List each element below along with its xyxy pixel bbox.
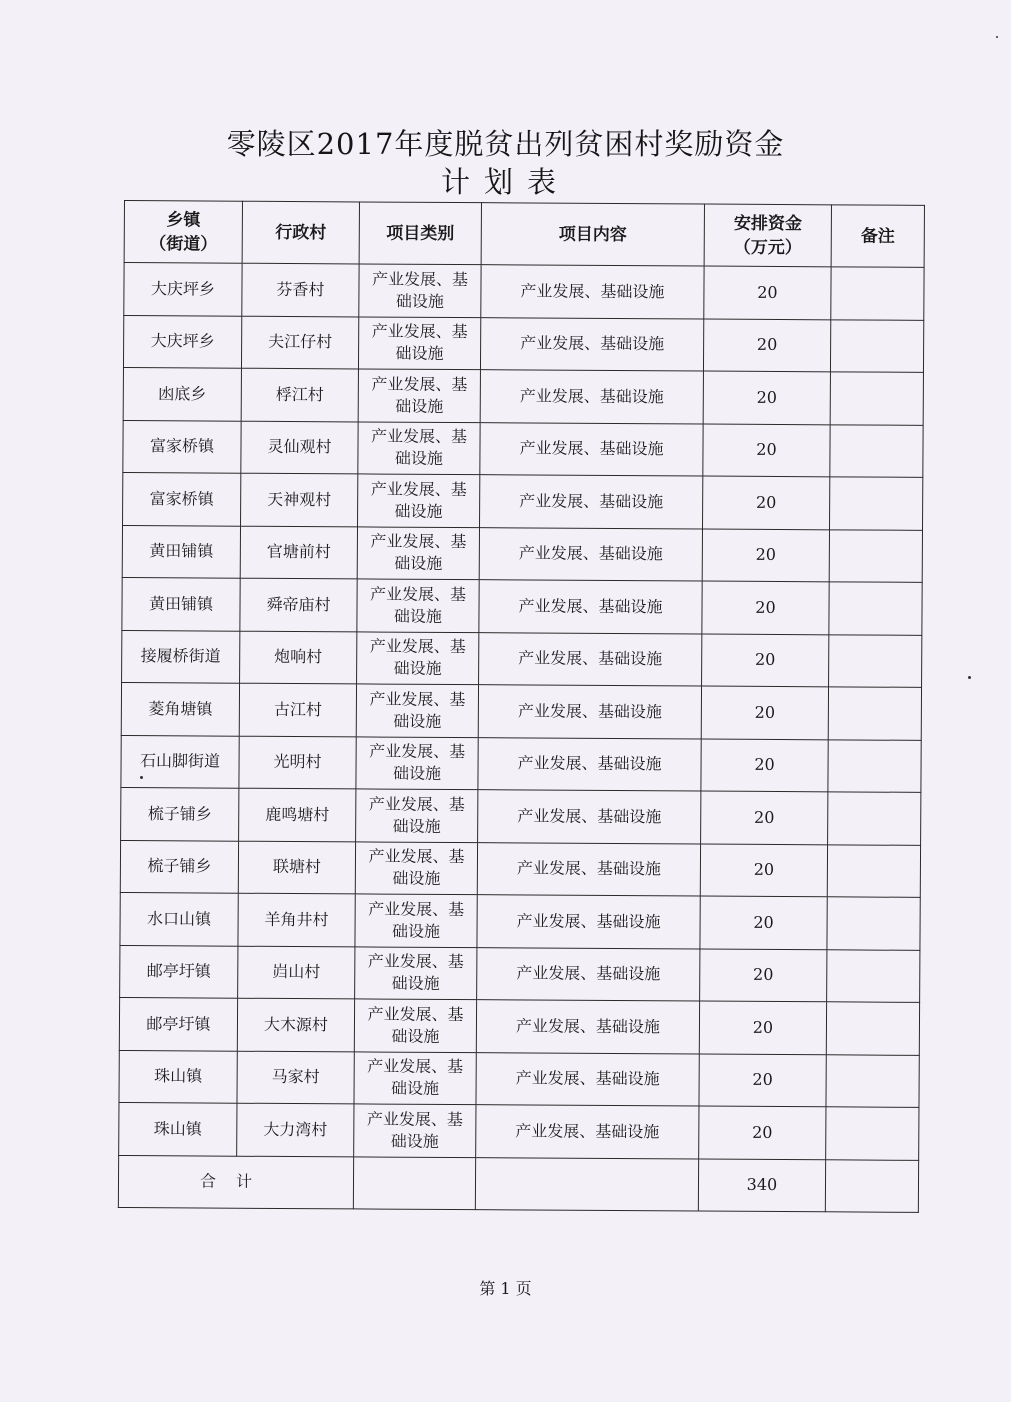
scan-speck [140,776,143,779]
cell-township: 大庆坪乡 [123,315,241,368]
cell-township: 珠山镇 [119,1102,237,1155]
table-row [120,892,920,949]
cell-township: 黄田铺镇 [122,525,240,578]
header-funds: 安排资金 （万元） [704,204,831,267]
cell-funds: 20 [699,1106,826,1159]
cell-content: 产业发展、基础设施 [478,685,701,739]
cell-category: 产业发展、基础设施 [358,421,480,474]
cell-funds: 20 [703,371,830,424]
cell-remarks [830,477,923,530]
cell-category: 产业发展、基础设施 [358,369,480,422]
cell-content: 产业发展、基础设施 [478,790,701,844]
cell-content: 产业发展、基础设施 [481,265,704,319]
cell-category: 产业发展、基础设施 [357,579,479,632]
cell-funds: 20 [700,844,827,897]
cell-village: 舜帝庙村 [240,578,357,631]
cell-category: 产业发展、基础设施 [358,474,480,527]
cell-funds: 20 [701,791,828,844]
total-label: 合计 [118,1155,353,1209]
header-category: 项目类别 [359,202,481,265]
title-line-2: 计划表 [440,165,570,199]
cell-funds: 20 [702,634,829,687]
cell-funds: 20 [704,266,831,319]
cell-category: 产业发展、基础设施 [356,684,478,737]
table-row [123,420,923,477]
cell-category: 产业发展、基础设施 [357,526,479,579]
table-row [123,315,923,372]
cell-village: 桴江村 [241,368,358,421]
cell-township: 大庆坪乡 [124,263,242,316]
cell-content: 产业发展、基础设施 [477,947,700,1001]
header-content: 项目内容 [481,203,704,266]
cell-remarks [826,1002,919,1055]
cell-funds: 20 [703,319,830,372]
cell-village: 灵仙观村 [241,421,358,474]
cell-funds: 20 [701,739,828,792]
cell-content: 产业发展、基础设施 [479,632,702,686]
total-remarks [825,1159,918,1212]
cell-village: 芬香村 [242,263,359,316]
cell-category: 产业发展、基础设施 [356,789,478,842]
table-row [122,630,922,687]
table-row [121,682,921,739]
cell-funds: 20 [702,581,829,634]
cell-village: 天神观村 [241,473,358,526]
cell-content: 产业发展、基础设施 [476,1105,699,1159]
cell-funds: 20 [703,476,830,529]
cell-funds: 20 [699,1001,826,1054]
total-category [353,1156,475,1209]
cell-township: 梳子铺乡 [121,787,239,840]
table-row [120,840,920,897]
cell-township: 珠山镇 [119,1050,237,1103]
cell-remarks [828,687,921,740]
cell-remarks [828,739,921,792]
cell-remarks [831,267,924,320]
cell-content: 产业发展、基础设施 [480,475,703,529]
header-village: 行政村 [242,201,359,264]
cell-funds: 20 [700,896,827,949]
cell-category: 产业发展、基础设施 [355,894,477,947]
cell-remarks [830,319,923,372]
cell-content: 产业发展、基础设施 [480,422,703,476]
cell-category: 产业发展、基础设施 [354,1104,476,1157]
cell-village: 官塘前村 [240,526,357,579]
table-row [119,997,919,1054]
table-row [122,525,922,582]
cell-funds: 20 [703,424,830,477]
cell-village: 联塘村 [238,841,355,894]
cell-category: 产业发展、基础设施 [354,999,476,1052]
cell-remarks [829,582,922,635]
cell-village: 炮响村 [240,631,357,684]
table-row [124,263,924,320]
cell-township: 黄田铺镇 [122,577,240,630]
cell-funds: 20 [700,949,827,1002]
cell-content: 产业发展、基础设施 [476,1052,699,1106]
table-row [120,945,920,1002]
cell-township: 邮亭圩镇 [119,997,237,1050]
cell-village: 古江村 [239,683,356,736]
total-funds: 340 [698,1159,825,1212]
cell-remarks [827,844,920,897]
page-number: 第 1 页 [479,1279,532,1298]
table-row [121,735,921,792]
cell-remarks [827,897,920,950]
total-row [118,1155,918,1212]
cell-category: 产业发展、基础设施 [358,316,480,369]
cell-village: 马家村 [237,1051,354,1104]
cell-category: 产业发展、基础设施 [357,631,479,684]
table-row [119,1102,919,1159]
cell-village: 岿山村 [238,946,355,999]
cell-remarks [829,634,922,687]
table-row [123,472,923,529]
cell-category: 产业发展、基础设施 [354,1051,476,1104]
cell-content: 产业发展、基础设施 [476,1000,699,1054]
cell-content: 产业发展、基础设施 [479,527,702,581]
cell-township: 菱角塘镇 [121,682,239,735]
cell-funds: 20 [699,1054,826,1107]
cell-content: 产业发展、基础设施 [479,580,702,634]
cell-remarks [827,949,920,1002]
cell-content: 产业发展、基础设施 [477,842,700,896]
cell-township: 邮亭圩镇 [120,945,238,998]
cell-remarks [829,529,922,582]
cell-village: 光明村 [239,736,356,789]
cell-village: 夫江仔村 [241,316,358,369]
table-row [122,577,922,634]
table-row [123,367,923,424]
cell-remarks [826,1107,919,1160]
cell-remarks [826,1054,919,1107]
plan-table [118,200,925,1213]
header-row [124,201,924,268]
cell-remarks [830,424,923,477]
cell-category: 产业发展、基础设施 [355,946,477,999]
cell-township: 富家桥镇 [123,472,241,525]
cell-funds: 20 [702,529,829,582]
cell-village: 大力湾村 [237,1103,354,1156]
cell-content: 产业发展、基础设施 [478,737,701,791]
table-row [119,1050,919,1107]
cell-category: 产业发展、基础设施 [355,841,477,894]
cell-category: 产业发展、基础设施 [356,736,478,789]
title-line-1: 零陵区2017年度脱贫出列贫困村奖励资金 [226,127,785,161]
scan-speck [968,676,971,679]
cell-township: 富家桥镇 [123,420,241,473]
cell-village: 鹿鸣塘村 [239,788,356,841]
cell-village: 羊角井村 [238,893,355,946]
cell-village: 大木源村 [237,998,354,1051]
cell-remarks [828,792,921,845]
cell-content: 产业发展、基础设施 [480,317,703,371]
header-township: 乡镇 （街道） [124,201,242,264]
cell-township: 梳子铺乡 [120,840,238,893]
cell-township: 凼底乡 [123,367,241,420]
cell-remarks [830,372,923,425]
cell-township: 接履桥街道 [122,630,240,683]
cell-township: 水口山镇 [120,892,238,945]
table-row [121,787,921,844]
cell-township: 石山脚街道 [121,735,239,788]
total-content [475,1157,698,1211]
cell-content: 产业发展、基础设施 [480,370,703,424]
cell-category: 产业发展、基础设施 [359,264,481,317]
scan-speck [996,36,998,38]
header-remarks: 备注 [831,205,924,268]
cell-funds: 20 [701,686,828,739]
cell-content: 产业发展、基础设施 [477,895,700,949]
